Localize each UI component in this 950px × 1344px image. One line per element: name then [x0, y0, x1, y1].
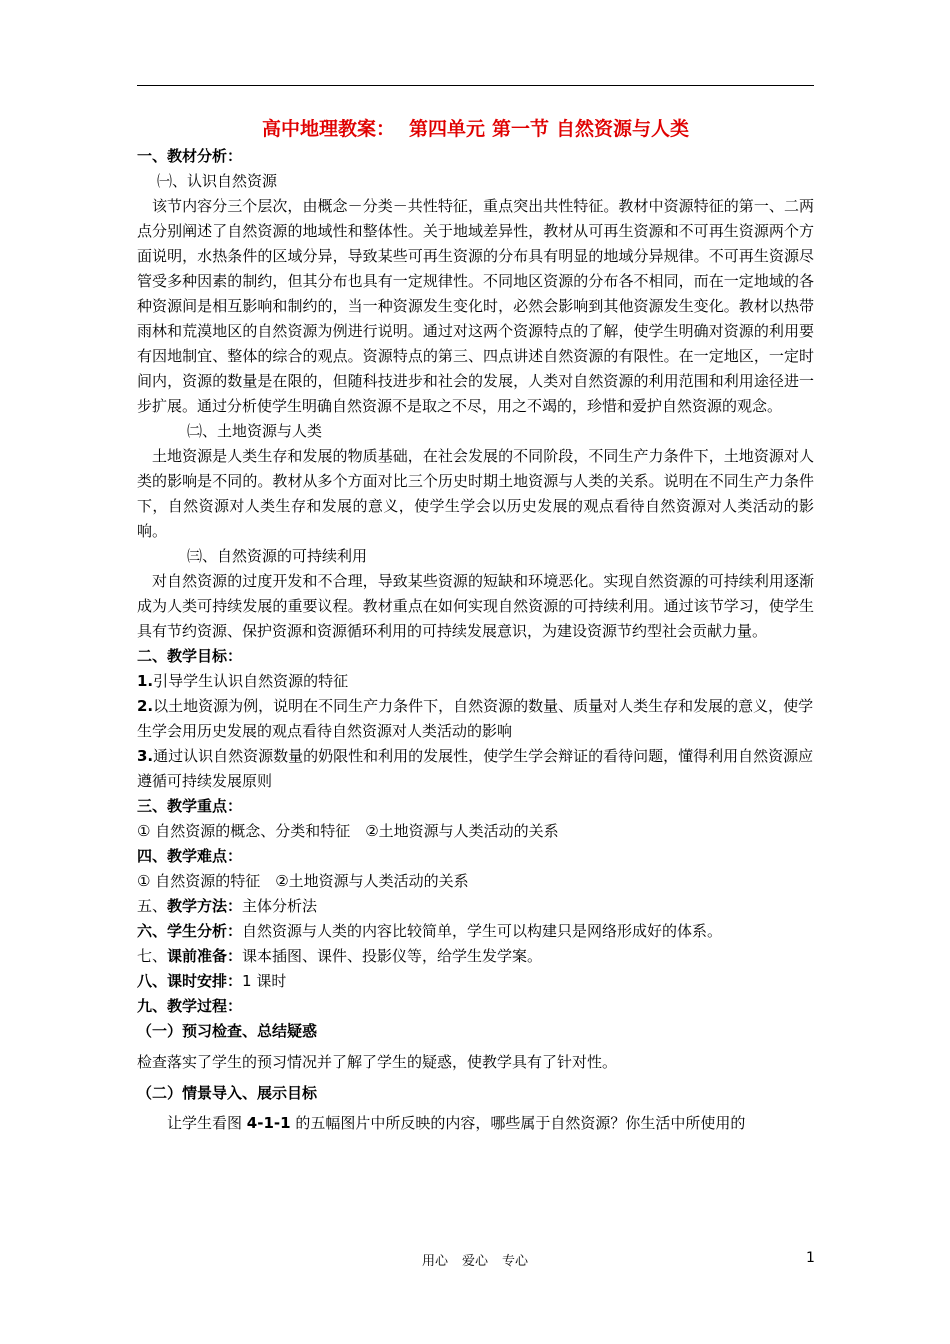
objective-item: 1.引导学生认识自然资源的特征	[137, 672, 349, 690]
section-1-paragraph-2: 土地资源是人类生存和发展的物质基础，在社会发展的不同阶段，不同生产力条件下，土地资源对人类的影响是不同的。教材从多个方面对比三个历史时期土地资源与人类的关系。说明在不同生产力条件下，自然资源对人类生存和发展的意义，使学生学会以历史发展的观点看待自然资源对人类活动的影响。	[137, 447, 814, 540]
section-2-heading: 二、教学目标：	[137, 647, 243, 665]
section-8-line: 八、课时安排：1 课时	[137, 972, 287, 990]
section-1-paragraph-1: 该节内容分三个层次，由概念－分类－共性特征，重点突出共性特征。教材中资源特征的第一、二两点分别阐述了自然资源的地域性和整体性。关于地域差异性，教材从可再生资源和不可再生资源两个方面说明，水热条件的区域分异，导致某些可再生资源的分布具有明显的地域分异规律。不可再生资源尽管受多种因素的制约，但其分布也具有一定规律性。不同地区资源的分布各不相同，而在一定地域的各种资源间是相互影响和制约的，当一种资源发生变化时，必然会影响到其他资源发生变化。教材以热带雨林和荒漠地区的自然资源为例进行说明。通过对这两个资源特点的了解，使学生明确对资源的利用要有因地制宜、整体的综合的观点。资源特点的第三、四点讲述自然资源的有限性。在一定地区，一定时间内，资源的数量是在限的，但随科技进步和社会的发展，人类对自然资源的利用范围和利用途径进一步扩展。通过分析使学生明确自然资源不是取之不尽，用之不竭的，珍惜和爱护自然资源的观念。	[137, 197, 814, 415]
footer-motto: 用心 爱心 专心	[421, 1254, 529, 1269]
section-9-sub2: （二）情景导入、展示目标	[137, 1084, 318, 1102]
header-rule	[137, 85, 814, 86]
section-1-paragraph-3: 对自然资源的过度开发和不合理，导致某些资源的短缺和环境恶化。实现自然资源的可持续利用逐渐成为人类可持续发展的重要议程。教材重点在如何实现自然资源的可持续利用。通过该节学习，使学生具有节约资源、保护资源和资源循环利用的可持续发展意识，为建设资源节约型社会贡献力量。	[137, 572, 814, 640]
section-7-line: 七、课前准备：课本插图、课件、投影仪等，给学生发学案。	[137, 947, 543, 965]
document-body	[137, 116, 814, 1136]
section-3-content: ① 自然资源的概念、分类和特征 ②土地资源与人类活动的关系	[137, 822, 559, 840]
section-9-paragraph-1: 检查落实了学生的预习情况并了解了学生的疑惑，使教学具有了针对性。	[137, 1053, 618, 1071]
section-4-heading: 四、教学难点：	[137, 847, 243, 865]
section-1-heading: 一、教材分析：	[137, 147, 243, 165]
section-1-sub2: ㈡、土地资源与人类	[187, 422, 323, 440]
section-3-heading: 三、教学重点：	[137, 797, 243, 815]
section-9-sub1: （一）预习检查、总结疑惑	[137, 1022, 318, 1040]
objective-item: 3.通过认识自然资源数量的奶限性和利用的发展性，使学生学会辩证的看待问题，懂得利用自然资源应遵循可持续发展原则	[137, 747, 814, 790]
section-1-sub3: ㈢、自然资源的可持续利用	[187, 547, 368, 565]
section-5-line: 五、教学方法：主体分析法	[137, 897, 318, 915]
section-9-paragraph-2: 让学生看图 4-1-1 的五幅图片中所反映的内容，哪些属于自然资源？你生活中所使用的	[167, 1114, 746, 1132]
section-9-heading: 九、教学过程：	[137, 997, 243, 1015]
page-title: 高中地理教案： 第四单元 第一节 自然资源与人类	[261, 118, 690, 140]
objective-item: 2.以土地资源为例，说明在不同生产力条件下，自然资源的数量、质量对人类生存和发展的意义，使学生学会用历史发展的观点看待自然资源对人类活动的影响	[137, 697, 814, 740]
section-1-sub1: ㈠、认识自然资源	[157, 172, 278, 190]
section-6-line: 六、学生分析：自然资源与人类的内容比较简单，学生可以构建只是网络形成好的体系。	[137, 922, 723, 940]
page-number: 1	[806, 1250, 815, 1266]
section-4-content: ① 自然资源的特征 ②土地资源与人类活动的关系	[137, 872, 469, 890]
